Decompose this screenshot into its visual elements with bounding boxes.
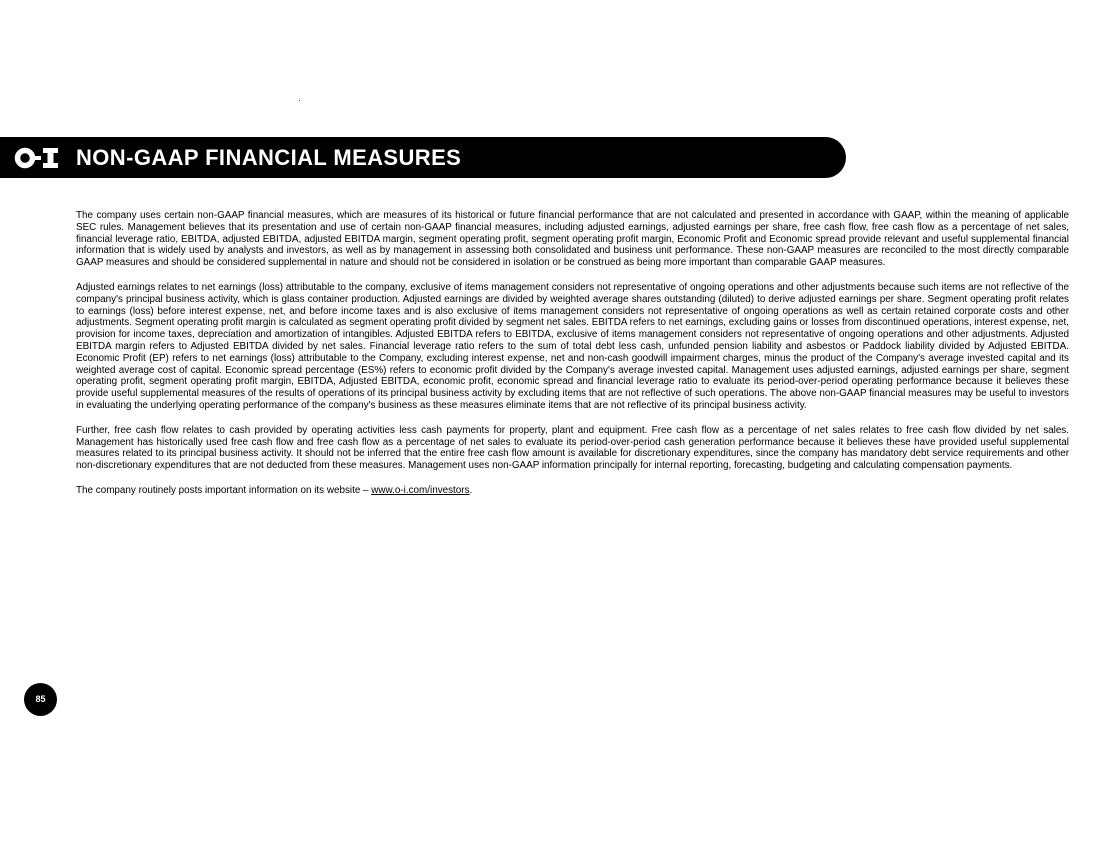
paragraph-website — [76, 485, 1069, 497]
paragraph-free-cash-flow: Further, free cash flow relates to cash provided by operating activities less cash payments for property, plant and equipment. Free cash flow as a percentage of net sales relates to free cash flow divided by net sales. Management has historically used free cash flow and free cash flow as a percentage of net sales to evaluate its period-over-period cash generation performance because it believes these have provided useful supplemental measures related to its principal business activity. It should not be inferred that the entire free cash flow amount is available for discretionary expenditures, since the company has mandatory debt service requirements and other non-discretionary expenditures that are not deducted from these measures. Management uses non-GAAP information principally for internal reporting, forecasting, budgeting and calculating compensation payments. — [76, 424, 1069, 472]
website-prefix: The company routinely posts important information on its website – — [76, 484, 372, 496]
section-title-bar — [0, 137, 846, 178]
website-suffix: . — [469, 484, 473, 496]
paragraph-non-gaap-intro: The company uses certain non-GAAP financial measures, which are measures of its historical or future financial performance that are not calculated and presented in accordance with GAAP, within the meaning of applicable SEC rules. Management believes that its presentation and use of certain non-GAAP financial measures, including adjusted earnings, adjusted earnings per share, free cash flow, free cash flow as a percentage of net sales, financial leverage ratio, EBITDA, adjusted EBITDA, adjusted EBITDA margin, segment operating profit, segment operating profit margin, Economic Profit and Economic spread provide relevant and useful supplemental financial information that is widely used by analysts and investors, as well as by management in assessing both consolidated and business unit performance. These non-GAAP measures are reconciled to the most directly comparable GAAP measures and should be considered supplemental in nature and should not be considered in isolation or be construed as being more important than comparable GAAP measures. — [76, 210, 1069, 269]
body-text — [76, 210, 1069, 510]
paragraph-adjusted-earnings: Adjusted earnings relates to net earnings (loss) attributable to the company, exclusive of items management considers not representative of ongoing operations and other adjustments because such items are not reflective of the company's principal business activity, which is glass container production. Adjusted earnings are divided by weighted average shares outstanding (diluted) to derive adjusted earnings per share. Segment operating profit relates to earnings (loss) before interest expense, net, and before income taxes and is also exclusive of items management considers not representative of ongoing operations as well as certain retained corporate costs and other adjustments. Segment operating profit margin is calculated as segment operating profit divided by segment net sales. EBITDA refers to net earnings, excluding gains or losses from discontinued operations, interest expense, net, provision for income taxes, depreciation and amortization of intangibles. Adjusted EBITDA refers to EBITDA, exclusive of items management considers not representative of ongoing operations and other adjustments. Adjusted EBITDA margin refers to Adjusted EBITDA divided by net sales. Financial leverage ratio refers to the sum of total debt less cash, unfunded pension liability and asbestos or Paddock liability divided by Adjusted EBITDA. Economic Profit (EP) refers to net earnings (loss) attributable to the Company, excluding interest expense, net and non-cash goodwill impairment charges, minus the product of the Company's average invested capital and its weighted average cost of capital. Economic spread percentage (ES%) refers to economic profit divided by the Company's average invested capital. Management uses adjusted earnings, adjusted earnings per share, segment operating profit, segment operating profit margin, EBITDA, Adjusted EBITDA, economic profit, economic spread and financial leverage ratio to evaluate its period-over-period operating performance because it believes these provide useful supplemental measures of the results of operations of its principal business activity by excluding items that are not reflective of such operations. The above non-GAAP financial measures may be useful to investors in evaluating the underlying operating performance of the company's business as these measures eliminate items that are not reflective of its principal business activity. — [76, 281, 1069, 411]
page-title: NON-GAAP FINANCIAL MEASURES — [76, 145, 462, 170]
investors-link[interactable]: www.o-i.com/investors — [371, 484, 470, 496]
o-i-logo-icon — [14, 147, 60, 169]
page-number-badge: 85 — [24, 683, 57, 716]
stray-dot — [299, 100, 300, 101]
